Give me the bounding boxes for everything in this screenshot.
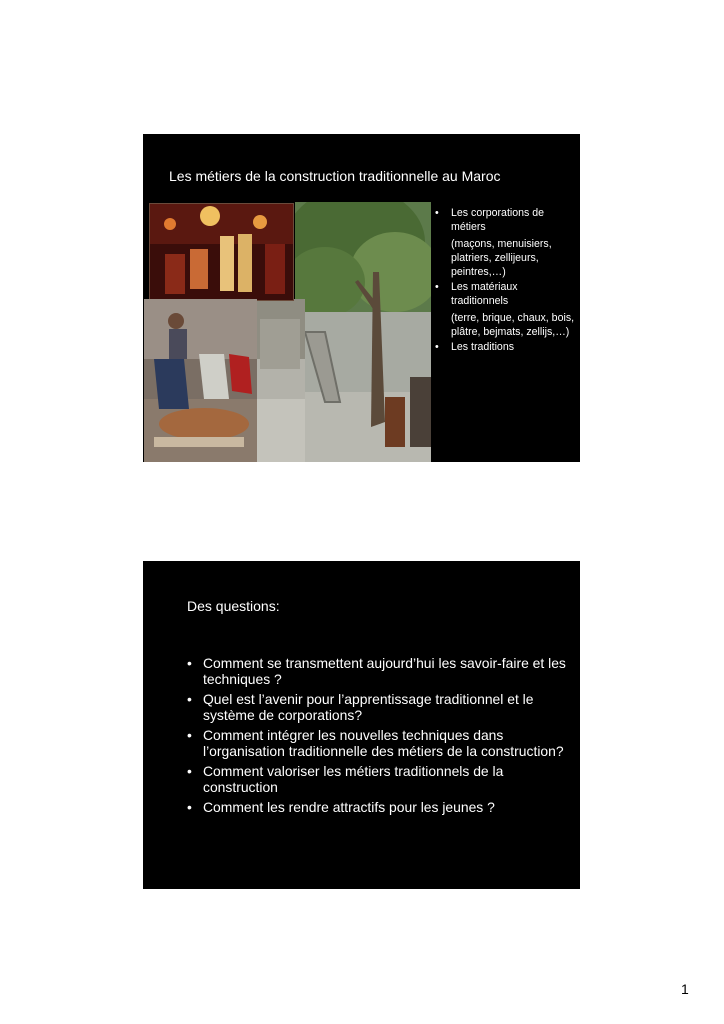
courtyard-photo bbox=[255, 299, 305, 462]
slide-1-title: Les métiers de la construction traditionnelle au Maroc bbox=[169, 168, 501, 184]
slide-1 bbox=[143, 134, 580, 462]
slide-1-bullet-list bbox=[435, 206, 575, 354]
tree-courtyard-photo bbox=[295, 202, 431, 462]
page-number: 1 bbox=[681, 981, 689, 997]
ceremony-photo bbox=[149, 203, 294, 301]
bullet-corporations: • Les corporations de métiers bbox=[435, 206, 575, 234]
bullet-materials: • Les matériaux traditionnels bbox=[435, 280, 575, 308]
bullet-corporations-detail: (maçons, menuisiers, platriers, zellijeurs, peintres,…) bbox=[451, 238, 552, 278]
slide-2 bbox=[143, 561, 580, 889]
slide-2-title: Des questions: bbox=[187, 598, 280, 614]
question-item: • Comment valoriser les métiers traditionnels de la construction bbox=[187, 763, 572, 795]
question-item: • Comment se transmettent aujourd’hui les savoir-faire et les techniques ? bbox=[187, 655, 572, 687]
question-item: • Comment les rendre attractifs pour les jeunes ? bbox=[187, 799, 572, 815]
question-item: • Quel est l’avenir pour l’apprentissage traditionnel et le système de corporations? bbox=[187, 691, 572, 723]
workers-photo bbox=[144, 299, 257, 462]
question-item: • Comment intégrer les nouvelles techniques dans l’organisation traditionnelle des métiers de la construction? bbox=[187, 727, 572, 759]
bullet-materials-detail: (terre, brique, chaux, bois, plâtre, bejmats, zellijs,…) bbox=[451, 312, 575, 338]
slide-2-question-list bbox=[187, 655, 572, 819]
bullet-traditions: • Les traditions bbox=[435, 340, 575, 354]
